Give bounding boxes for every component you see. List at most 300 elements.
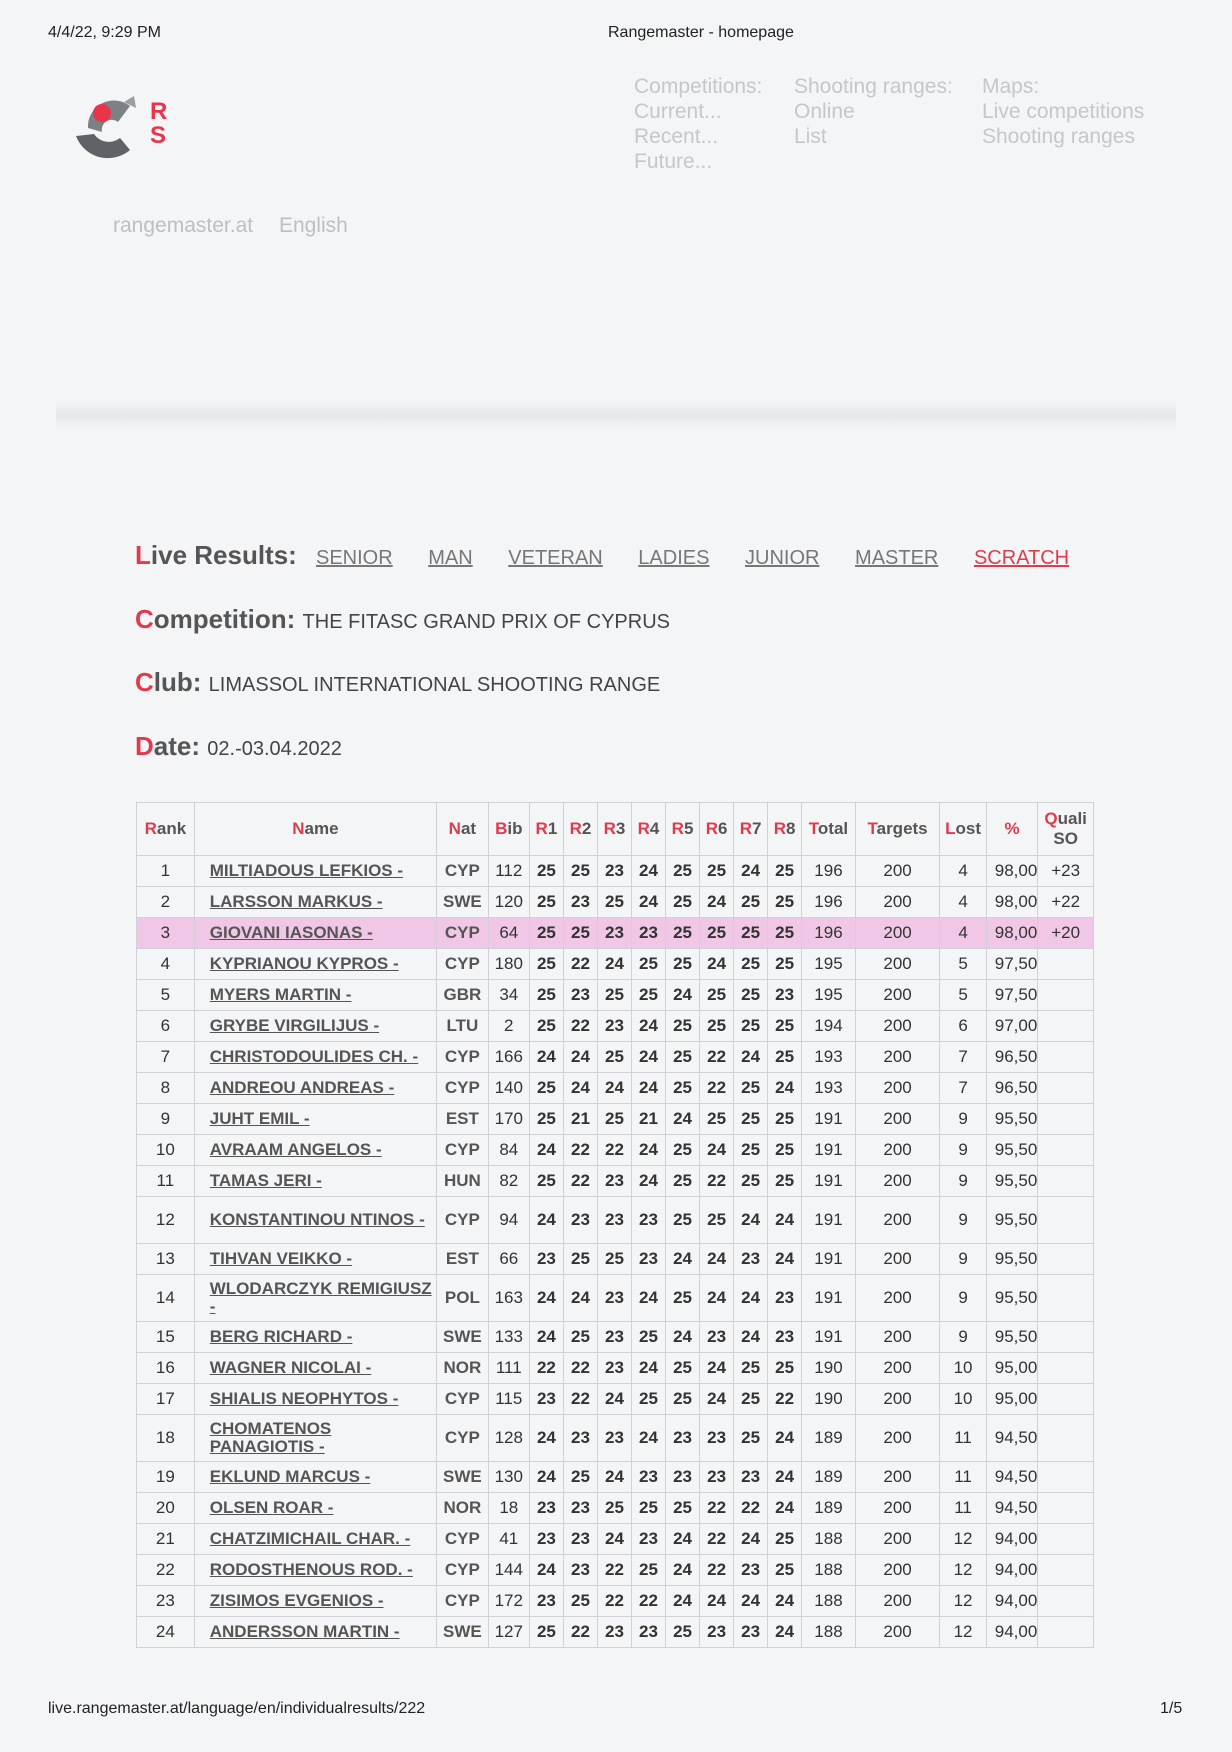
percent-cell: 96,50 — [986, 1073, 1038, 1104]
round-score-cell: 25 — [734, 1073, 768, 1104]
quali-so-cell — [1038, 1197, 1094, 1244]
total-cell: 191 — [802, 1244, 856, 1275]
nationality-cell: GBR — [437, 980, 489, 1011]
tab-ladies[interactable]: LADIES — [638, 547, 710, 569]
tab-veteran[interactable]: VETERAN — [508, 547, 603, 569]
bib-cell: 66 — [488, 1244, 529, 1275]
percent-cell: 95,50 — [986, 1104, 1038, 1135]
total-cell: 191 — [802, 1197, 856, 1244]
shooter-name-link[interactable]: WLODARCZYK REMIGIUSZ - — [194, 1275, 436, 1322]
shooter-name-link[interactable]: RODOSTHENOUS ROD. - — [194, 1555, 436, 1586]
round-score-cell: 25 — [768, 918, 802, 949]
round-score-cell: 23 — [632, 1617, 666, 1648]
bib-cell: 133 — [488, 1322, 529, 1353]
round-score-cell: 25 — [632, 1493, 666, 1524]
column-header-rest: ank — [156, 819, 187, 838]
round-score-cell: 24 — [529, 1197, 563, 1244]
column-header-rest: ib — [507, 819, 523, 838]
round-score-cell: 24 — [597, 949, 631, 980]
round-score-cell: 22 — [700, 1073, 734, 1104]
bib-cell: 94 — [488, 1197, 529, 1244]
shooter-name-link[interactable]: MYERS MARTIN - — [194, 980, 436, 1011]
shooter-name-link[interactable]: TAMAS JERI - — [194, 1166, 436, 1197]
round-score-cell: 23 — [563, 980, 597, 1011]
round-score-cell: 23 — [768, 1322, 802, 1353]
round-score-cell: 23 — [666, 1462, 700, 1493]
column-header — [437, 803, 489, 856]
quali-so-cell — [1038, 1493, 1094, 1524]
column-header-initial: R — [773, 819, 787, 838]
column-header-initial: B — [495, 819, 508, 838]
column-header-initial: R — [637, 819, 650, 838]
shooter-name-link[interactable]: ANDERSSON MARTIN - — [194, 1617, 436, 1648]
column-header-initial: Q — [1044, 809, 1058, 828]
round-score-cell: 23 — [734, 1462, 768, 1493]
percent-cell: 95,50 — [986, 1197, 1038, 1244]
round-score-cell: 25 — [768, 1042, 802, 1073]
total-cell: 190 — [802, 1384, 856, 1415]
round-score-cell: 24 — [700, 949, 734, 980]
round-score-cell: 25 — [529, 980, 563, 1011]
round-score-cell: 25 — [666, 1493, 700, 1524]
round-score-cell: 24 — [700, 1244, 734, 1275]
shooter-name-link[interactable]: BERG RICHARD - — [194, 1322, 436, 1353]
nationality-cell: SWE — [437, 887, 489, 918]
rank-cell: 3 — [137, 918, 195, 949]
round-score-cell: 25 — [632, 1555, 666, 1586]
table-row — [137, 1524, 1094, 1555]
round-score-cell: 25 — [666, 918, 700, 949]
bib-cell: 84 — [488, 1135, 529, 1166]
column-header — [734, 803, 768, 856]
quali-so-cell — [1038, 1275, 1094, 1322]
round-score-cell: 22 — [563, 1135, 597, 1166]
targets-cell: 200 — [855, 1415, 940, 1462]
total-cell: 196 — [802, 887, 856, 918]
table-row — [137, 1104, 1094, 1135]
round-score-cell: 24 — [529, 1135, 563, 1166]
round-score-cell: 25 — [529, 887, 563, 918]
round-score-cell: 25 — [734, 1353, 768, 1384]
lost-cell: 10 — [940, 1384, 986, 1415]
round-score-cell: 24 — [597, 1073, 631, 1104]
rank-cell: 12 — [137, 1197, 195, 1244]
round-score-cell: 22 — [597, 1586, 631, 1617]
percent-cell: 95,50 — [986, 1166, 1038, 1197]
round-score-cell: 23 — [700, 1617, 734, 1648]
round-score-cell: 25 — [700, 1011, 734, 1042]
round-score-cell: 23 — [597, 1197, 631, 1244]
round-score-cell: 24 — [768, 1493, 802, 1524]
round-score-cell: 23 — [700, 1322, 734, 1353]
round-score-cell: 25 — [666, 887, 700, 918]
shooter-name-link[interactable]: ZISIMOS EVGENIOS - — [194, 1586, 436, 1617]
rank-cell: 1 — [137, 856, 195, 887]
table-row — [137, 1011, 1094, 1042]
quali-so-cell — [1038, 1617, 1094, 1648]
round-score-cell: 22 — [563, 1617, 597, 1648]
percent-cell: 94,00 — [986, 1617, 1038, 1648]
shooter-name-link[interactable]: MILTIADOUS LEFKIOS - — [194, 856, 436, 887]
round-score-cell: 24 — [734, 1042, 768, 1073]
total-cell: 191 — [802, 1275, 856, 1322]
lost-cell: 7 — [940, 1042, 986, 1073]
rangemaster-logo-icon[interactable] — [68, 88, 188, 168]
column-header-initial: R — [603, 819, 616, 838]
quali-so-cell — [1038, 1135, 1094, 1166]
round-score-cell: 22 — [768, 1384, 802, 1415]
total-cell: 188 — [802, 1586, 856, 1617]
bib-cell: 2 — [488, 1011, 529, 1042]
round-score-cell: 25 — [666, 1166, 700, 1197]
table-row — [137, 1353, 1094, 1384]
table-row — [137, 887, 1094, 918]
targets-cell: 200 — [855, 1586, 940, 1617]
targets-cell: 200 — [855, 1104, 940, 1135]
round-score-cell: 23 — [597, 1353, 631, 1384]
round-score-cell: 24 — [666, 980, 700, 1011]
club-label-initial: C — [135, 667, 154, 697]
round-score-cell: 23 — [563, 1524, 597, 1555]
round-score-cell: 25 — [597, 1042, 631, 1073]
column-header-rest: 2 — [581, 819, 592, 838]
round-score-cell: 25 — [700, 980, 734, 1011]
lost-cell: 9 — [940, 1166, 986, 1197]
quali-so-cell: +20 — [1038, 918, 1094, 949]
round-score-cell: 23 — [563, 1555, 597, 1586]
table-row — [137, 1073, 1094, 1104]
nationality-cell: LTU — [437, 1011, 489, 1042]
round-score-cell: 25 — [597, 1244, 631, 1275]
round-score-cell: 25 — [734, 1415, 768, 1462]
shooter-name-link[interactable]: JUHT EMIL - — [194, 1104, 436, 1135]
rank-cell: 15 — [137, 1322, 195, 1353]
round-score-cell: 24 — [632, 1042, 666, 1073]
column-header — [529, 803, 563, 856]
nationality-cell: NOR — [437, 1353, 489, 1384]
round-score-cell: 24 — [700, 1135, 734, 1166]
targets-cell: 200 — [855, 1135, 940, 1166]
round-score-cell: 24 — [597, 1462, 631, 1493]
bib-cell: 163 — [488, 1275, 529, 1322]
lost-cell: 7 — [940, 1073, 986, 1104]
round-score-cell: 22 — [700, 1042, 734, 1073]
column-header-rest: uali SO — [1053, 809, 1087, 848]
round-score-cell: 24 — [666, 1322, 700, 1353]
nationality-cell: EST — [437, 1104, 489, 1135]
round-score-cell: 23 — [700, 1415, 734, 1462]
percent-cell: 95,00 — [986, 1353, 1038, 1384]
menu-link-shooting-ranges-map[interactable]: Shooting ranges — [982, 125, 1135, 148]
menu-link-future[interactable]: Future... — [634, 150, 713, 173]
menu-link-live-competitions[interactable]: Live competitions — [982, 100, 1145, 123]
tab-master[interactable]: MASTER — [855, 547, 939, 569]
live-results-label — [135, 540, 297, 571]
table-row — [137, 1135, 1094, 1166]
bib-cell: 64 — [488, 918, 529, 949]
site-links — [113, 214, 368, 238]
column-header — [632, 803, 666, 856]
column-header-initial: R — [705, 819, 718, 838]
rank-cell: 17 — [137, 1384, 195, 1415]
rank-cell: 18 — [137, 1415, 195, 1462]
table-row — [137, 1617, 1094, 1648]
table-row — [137, 1555, 1094, 1586]
targets-cell: 200 — [855, 1555, 940, 1586]
round-score-cell: 24 — [700, 887, 734, 918]
rank-cell: 24 — [137, 1617, 195, 1648]
round-score-cell: 22 — [563, 1011, 597, 1042]
bib-cell: 18 — [488, 1493, 529, 1524]
results-header-row — [137, 803, 1094, 856]
total-cell: 188 — [802, 1524, 856, 1555]
percent-cell: 95,50 — [986, 1135, 1038, 1166]
round-score-cell: 23 — [597, 1166, 631, 1197]
round-score-cell: 23 — [563, 1415, 597, 1462]
table-row — [137, 1244, 1094, 1275]
round-score-cell: 24 — [529, 1555, 563, 1586]
tab-scratch[interactable]: SCRATCH — [973, 547, 1070, 569]
lost-cell: 9 — [940, 1104, 986, 1135]
round-score-cell: 23 — [597, 1275, 631, 1322]
shooter-name-link[interactable]: SHIALIS NEOPHYTOS - — [194, 1384, 436, 1415]
round-score-cell: 25 — [768, 1135, 802, 1166]
shooter-name-link[interactable]: TIHVAN VEIKKO - — [194, 1244, 436, 1275]
live-results-label-rest: ive Results: — [150, 540, 297, 570]
column-header-initial: T — [808, 819, 818, 838]
percent-cell: 98,00 — [986, 918, 1038, 949]
bib-cell: 82 — [488, 1166, 529, 1197]
percent-cell: 95,50 — [986, 1275, 1038, 1322]
round-score-cell: 24 — [632, 1011, 666, 1042]
tab-junior[interactable]: JUNIOR — [745, 547, 820, 569]
total-cell: 196 — [802, 856, 856, 887]
round-score-cell: 22 — [563, 1353, 597, 1384]
tab-senior[interactable]: SENIOR — [316, 547, 393, 569]
round-score-cell: 23 — [734, 1555, 768, 1586]
column-header — [137, 803, 195, 856]
round-score-cell: 25 — [768, 1104, 802, 1135]
menu-link-list[interactable]: List — [794, 125, 827, 148]
column-header-initial: R — [144, 819, 157, 838]
round-score-cell: 25 — [529, 1166, 563, 1197]
bib-cell: 140 — [488, 1073, 529, 1104]
nationality-cell: CYP — [437, 1384, 489, 1415]
round-score-cell: 22 — [563, 1384, 597, 1415]
table-row — [137, 949, 1094, 980]
round-score-cell: 23 — [597, 1011, 631, 1042]
round-score-cell: 25 — [768, 1166, 802, 1197]
lost-cell: 12 — [940, 1555, 986, 1586]
rank-cell: 6 — [137, 1011, 195, 1042]
bib-cell: 144 — [488, 1555, 529, 1586]
column-header-initial: R — [739, 819, 753, 838]
quali-so-cell — [1038, 1353, 1094, 1384]
round-score-cell: 24 — [768, 1462, 802, 1493]
bib-cell: 120 — [488, 887, 529, 918]
lost-cell: 9 — [940, 1197, 986, 1244]
tab-man[interactable]: MAN — [428, 547, 473, 569]
column-header-rest: 7 — [752, 819, 762, 838]
lost-cell: 9 — [940, 1244, 986, 1275]
menu-link-current[interactable]: Current... — [634, 100, 722, 123]
lost-cell: 12 — [940, 1524, 986, 1555]
rank-cell: 8 — [137, 1073, 195, 1104]
total-cell: 191 — [802, 1166, 856, 1197]
logo-letter-s: S — [150, 122, 167, 149]
category-tabs — [316, 547, 1099, 570]
shooter-name-link[interactable]: GIOVANI IASONAS - — [194, 918, 436, 949]
round-score-cell: 25 — [734, 1135, 768, 1166]
rank-cell: 16 — [137, 1353, 195, 1384]
round-score-cell: 25 — [563, 1322, 597, 1353]
column-header — [563, 803, 597, 856]
round-score-cell: 23 — [768, 1275, 802, 1322]
table-row — [137, 918, 1094, 949]
round-score-cell: 24 — [632, 1166, 666, 1197]
lost-cell: 9 — [940, 1135, 986, 1166]
rank-cell: 10 — [137, 1135, 195, 1166]
round-score-cell: 24 — [768, 1073, 802, 1104]
shooter-name-link[interactable]: KONSTANTINOU NTINOS - — [194, 1197, 436, 1244]
round-score-cell: 24 — [597, 1524, 631, 1555]
round-score-cell: 23 — [632, 1197, 666, 1244]
shooter-name-link[interactable]: LARSSON MARKUS - — [194, 887, 436, 918]
round-score-cell: 25 — [563, 1586, 597, 1617]
round-score-cell: 24 — [700, 1586, 734, 1617]
column-header-initial: N — [448, 819, 461, 838]
menu-link-recent[interactable]: Recent... — [634, 125, 719, 148]
round-score-cell: 25 — [597, 980, 631, 1011]
round-score-cell: 25 — [666, 1042, 700, 1073]
bib-cell: 128 — [488, 1415, 529, 1462]
targets-cell: 200 — [855, 1322, 940, 1353]
percent-cell: 94,50 — [986, 1493, 1038, 1524]
bib-cell: 41 — [488, 1524, 529, 1555]
round-score-cell: 24 — [632, 1415, 666, 1462]
rank-cell: 11 — [137, 1166, 195, 1197]
round-score-cell: 25 — [666, 1275, 700, 1322]
round-score-cell: 24 — [700, 1275, 734, 1322]
shooter-name-link[interactable]: CHATZIMICHAIL CHAR. - — [194, 1524, 436, 1555]
quali-so-cell — [1038, 980, 1094, 1011]
total-cell: 189 — [802, 1493, 856, 1524]
bib-cell: 170 — [488, 1104, 529, 1135]
table-row — [137, 1493, 1094, 1524]
round-score-cell: 25 — [529, 918, 563, 949]
rank-cell: 13 — [137, 1244, 195, 1275]
quali-so-cell — [1038, 1104, 1094, 1135]
site-home-link[interactable]: rangemaster.at — [113, 214, 254, 237]
results-body — [137, 856, 1094, 1648]
round-score-cell: 25 — [700, 1104, 734, 1135]
print-url: live.rangemaster.at/language/en/individualresults/222 — [48, 1700, 426, 1717]
round-score-cell: 23 — [597, 1322, 631, 1353]
round-score-cell: 25 — [700, 1197, 734, 1244]
round-score-cell: 23 — [597, 918, 631, 949]
bib-cell: 111 — [488, 1353, 529, 1384]
targets-cell: 200 — [855, 1384, 940, 1415]
percent-cell: 98,00 — [986, 887, 1038, 918]
nationality-cell: POL — [437, 1275, 489, 1322]
shooter-name-link[interactable]: GRYBE VIRGILIJUS - — [194, 1011, 436, 1042]
round-score-cell: 25 — [768, 1555, 802, 1586]
shooter-name-link[interactable]: ANDREOU ANDREAS - — [194, 1073, 436, 1104]
nationality-cell: CYP — [437, 1197, 489, 1244]
total-cell: 196 — [802, 918, 856, 949]
shooter-name-link[interactable]: WAGNER NICOLAI - — [194, 1353, 436, 1384]
column-header-rest: 8 — [786, 819, 796, 838]
shooter-name-link[interactable]: EKLUND MARCUS - — [194, 1462, 436, 1493]
column-header-initial: L — [945, 819, 956, 838]
round-score-cell: 23 — [632, 918, 666, 949]
round-score-cell: 25 — [768, 949, 802, 980]
language-selector[interactable]: English — [278, 214, 348, 237]
percent-cell: 97,50 — [986, 949, 1038, 980]
nationality-cell: CYP — [437, 1073, 489, 1104]
table-row — [137, 1384, 1094, 1415]
shooter-name-link[interactable]: CHOMATENOS PANAGIOTIS - — [194, 1415, 436, 1462]
percent-cell: 95,50 — [986, 1322, 1038, 1353]
table-row — [137, 1197, 1094, 1244]
table-row — [137, 980, 1094, 1011]
targets-cell: 200 — [855, 1353, 940, 1384]
nationality-cell: CYP — [437, 856, 489, 887]
round-score-cell: 24 — [632, 1135, 666, 1166]
round-score-cell: 25 — [768, 1353, 802, 1384]
round-score-cell: 24 — [666, 1524, 700, 1555]
round-score-cell: 24 — [563, 1073, 597, 1104]
round-score-cell: 23 — [768, 980, 802, 1011]
round-score-cell: 24 — [734, 856, 768, 887]
column-header — [488, 803, 529, 856]
round-score-cell: 25 — [666, 1384, 700, 1415]
round-score-cell: 24 — [529, 1415, 563, 1462]
rank-cell: 2 — [137, 887, 195, 918]
targets-cell: 200 — [855, 1462, 940, 1493]
round-score-cell: 23 — [563, 887, 597, 918]
quali-so-cell — [1038, 1073, 1094, 1104]
menu-heading-maps: Maps: — [982, 75, 1040, 98]
round-score-cell: 25 — [700, 856, 734, 887]
date-value: 02.-03.04.2022 — [207, 738, 342, 760]
header-divider — [56, 400, 1176, 430]
round-score-cell: 24 — [768, 1197, 802, 1244]
lost-cell: 9 — [940, 1322, 986, 1353]
table-row — [137, 1462, 1094, 1493]
round-score-cell: 25 — [529, 949, 563, 980]
round-score-cell: 25 — [700, 918, 734, 949]
round-score-cell: 24 — [768, 1244, 802, 1275]
shooter-name-link[interactable]: CHRISTODOULIDES CH. - — [194, 1042, 436, 1073]
round-score-cell: 21 — [632, 1104, 666, 1135]
lost-cell: 11 — [940, 1493, 986, 1524]
shooter-name-link[interactable]: OLSEN ROAR - — [194, 1493, 436, 1524]
nationality-cell: SWE — [437, 1322, 489, 1353]
targets-cell: 200 — [855, 887, 940, 918]
column-header-initial: R — [671, 819, 684, 838]
rank-cell: 23 — [137, 1586, 195, 1617]
column-header — [700, 803, 734, 856]
targets-cell: 200 — [855, 918, 940, 949]
round-score-cell: 23 — [597, 856, 631, 887]
percent-cell: 96,50 — [986, 1042, 1038, 1073]
shooter-name-link[interactable]: KYPRIANOU KYPROS - — [194, 949, 436, 980]
shooter-name-link[interactable]: AVRAAM ANGELOS - — [194, 1135, 436, 1166]
round-score-cell: 23 — [597, 1415, 631, 1462]
round-score-cell: 23 — [734, 1617, 768, 1648]
menu-link-online[interactable]: Online — [794, 100, 855, 123]
